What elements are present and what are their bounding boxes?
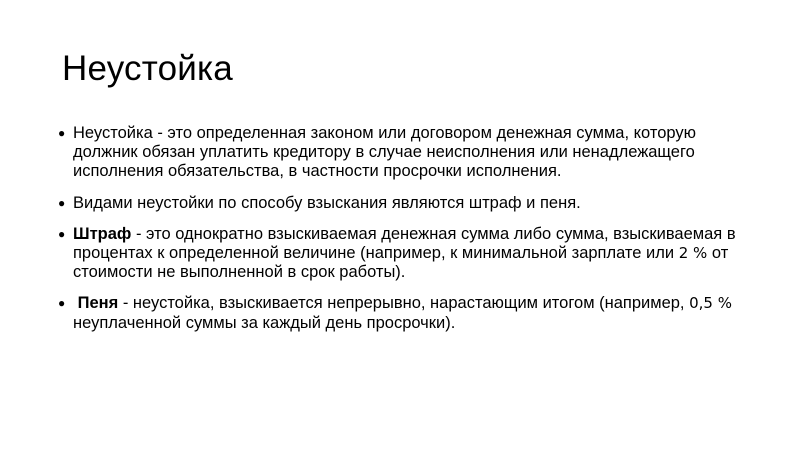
bullet-item-fine: [58, 225, 748, 283]
bullet-text: Видами неустойки по способу взыскания являются штраф и пеня.: [73, 193, 581, 212]
bullet-dot-icon: ●: [58, 226, 66, 241]
percent-value: 2 %: [678, 244, 708, 263]
bullet-item-penalty: [58, 294, 748, 332]
bullet-dot-icon: ●: [58, 195, 66, 210]
bullet-text-part: - неустойка, взыскивается непрерывно, нарастающим итогом (например,: [118, 294, 690, 313]
bullet-item-definition: [58, 124, 748, 182]
slide-title: Неустойка: [62, 49, 233, 88]
bullet-text: Неустойка - это определенная законом или договором денежная сумма, которую должник обязан уплатить кредитору в случае неисполнения или ненадлежащего исполнения обязательства, в частности просрочки исполнения.: [73, 124, 697, 181]
bullet-item-types: [58, 194, 748, 213]
bullet-dot-icon: ●: [58, 296, 66, 311]
bullet-text-part: от стоимости не выполненной в срок работы).: [73, 244, 729, 282]
bullet-text-part: - это однократно взыскиваемая денежная сумма либо сумма, взыскиваемая в процентах к определенной величине (например, к минимальной зарплате или: [73, 224, 736, 263]
bullet-text-part: неуплаченной суммы за каждый день просрочки).: [73, 313, 456, 332]
bullet-list: [58, 124, 748, 345]
percent-value: 0,5 %: [689, 294, 732, 313]
term-fine: Штраф: [73, 224, 132, 243]
bullet-dot-icon: ●: [58, 126, 66, 140]
term-penalty: Пеня: [77, 294, 119, 313]
